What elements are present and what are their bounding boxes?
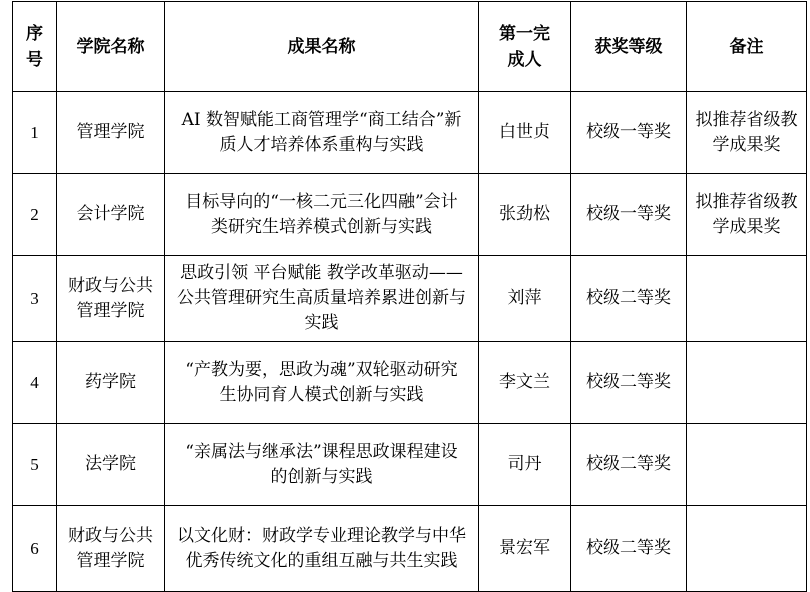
cell-first-author: 张劲松: [479, 174, 571, 256]
table-row: [13, 256, 807, 342]
cell-first-author: 白世贞: [479, 92, 571, 174]
cell-award-level: 校级二等奖: [571, 256, 687, 342]
header-college: 学院名称: [57, 2, 165, 92]
cell-remark: [687, 506, 807, 592]
table-row: [13, 92, 807, 174]
header-remark: 备注: [687, 2, 807, 92]
cell-remark: [687, 342, 807, 424]
cell-achievement: AI 数智赋能工商管理学“商工结合”新质人才培养体系重构与实践: [165, 92, 479, 174]
cell-achievement: 目标导向的“一核二元三化四融”会计类研究生培养模式创新与实践: [165, 174, 479, 256]
table-row: [13, 506, 807, 592]
cell-remark: [687, 424, 807, 506]
cell-first-author: 景宏军: [479, 506, 571, 592]
cell-award-level: 校级一等奖: [571, 92, 687, 174]
cell-award-level: 校级二等奖: [571, 506, 687, 592]
cell-college: 药学院: [57, 342, 165, 424]
table-row: [13, 424, 807, 506]
cell-award-level: 校级二等奖: [571, 342, 687, 424]
table-row: [13, 174, 807, 256]
awards-table: [12, 1, 807, 592]
cell-index: 1: [13, 92, 57, 174]
cell-award-level: 校级一等奖: [571, 174, 687, 256]
table-row: [13, 342, 807, 424]
cell-award-level: 校级二等奖: [571, 424, 687, 506]
cell-index: 2: [13, 174, 57, 256]
cell-first-author: 刘萍: [479, 256, 571, 342]
cell-remark: [687, 256, 807, 342]
cell-remark: 拟推荐省级教学成果奖: [687, 174, 807, 256]
cell-college: 管理学院: [57, 92, 165, 174]
cell-first-author: 李文兰: [479, 342, 571, 424]
cell-achievement: “亲属法与继承法”课程思政课程建设的创新与实践: [165, 424, 479, 506]
cell-achievement: 思政引领 平台赋能 教学改革驱动——公共管理研究生高质量培养累进创新与实践: [165, 256, 479, 342]
cell-first-author: 司丹: [479, 424, 571, 506]
header-award-level: 获奖等级: [571, 2, 687, 92]
cell-remark: 拟推荐省级教学成果奖: [687, 92, 807, 174]
table-header-row: [13, 2, 807, 92]
cell-index: 4: [13, 342, 57, 424]
cell-achievement: “产教为要，思政为魂”双轮驱动研究生协同育人模式创新与实践: [165, 342, 479, 424]
header-first-author: 第一完成人: [479, 2, 571, 92]
cell-achievement: 以文化财：财政学专业理论教学与中华优秀传统文化的重组互融与共生实践: [165, 506, 479, 592]
header-index: 序号: [13, 2, 57, 92]
cell-college: 会计学院: [57, 174, 165, 256]
cell-college: 财政与公共管理学院: [57, 506, 165, 592]
cell-college: 财政与公共管理学院: [57, 256, 165, 342]
header-achievement: 成果名称: [165, 2, 479, 92]
cell-index: 6: [13, 506, 57, 592]
cell-index: 3: [13, 256, 57, 342]
cell-college: 法学院: [57, 424, 165, 506]
cell-index: 5: [13, 424, 57, 506]
